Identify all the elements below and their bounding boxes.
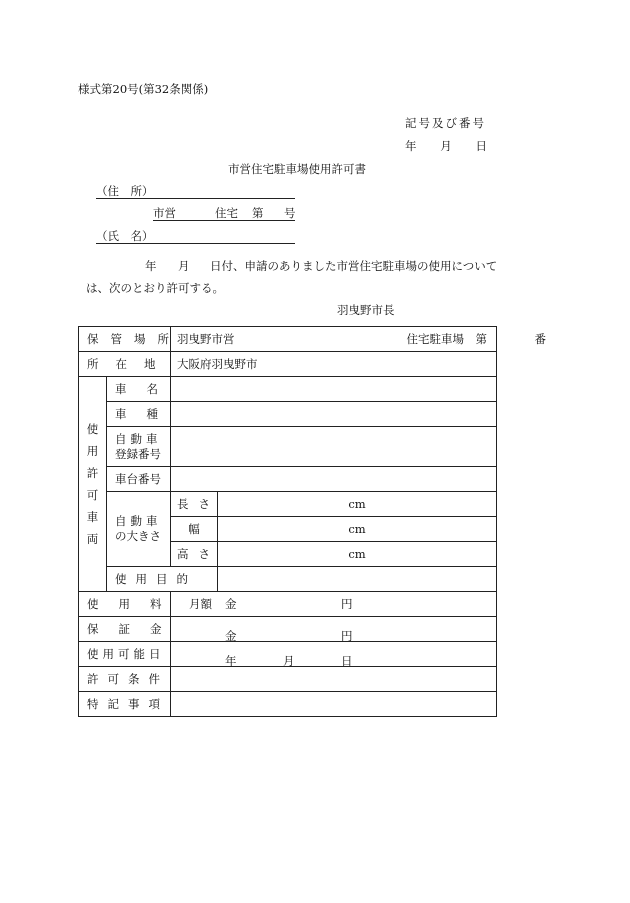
body-line1: 日付、申請のありました市営住宅駐車場の使用について (210, 259, 498, 273)
issue-date-month: 月 (440, 139, 452, 153)
name-underline (96, 243, 295, 244)
row-car-type (79, 402, 497, 427)
row-notes (79, 692, 497, 717)
vehicle-group-char: 両 (86, 532, 99, 546)
size-label (107, 492, 171, 567)
fee-monthly: 月額 (189, 596, 212, 611)
available-month: 月 (283, 654, 295, 668)
issue-date-year: 年 (405, 139, 417, 153)
width-unit: cm (348, 521, 366, 536)
reference-number-label: 記号及び番号 (405, 116, 486, 130)
issue-date (405, 141, 487, 153)
length-label-text: 長さ (177, 496, 220, 511)
deposit-label-text: 保証金 (87, 621, 182, 636)
signer: 羽曳野市長 (337, 303, 395, 317)
row-chassis (79, 467, 497, 492)
registration-label-line2: 登録番号 (115, 446, 161, 461)
permit-table (78, 326, 546, 717)
row-purpose (79, 567, 497, 592)
form-number: 様式第20号(第32条関係) (78, 82, 209, 96)
height-label (171, 542, 218, 567)
height-value (218, 542, 497, 567)
chassis-label: 車台番号 (107, 467, 171, 492)
conditions-value (171, 667, 497, 692)
storage-label (87, 331, 181, 347)
row-registration (79, 427, 497, 467)
deposit-value (171, 617, 497, 642)
vehicle-group-char: 可 (86, 488, 99, 502)
row-location (79, 352, 497, 377)
height-unit: cm (348, 546, 366, 561)
body-month: 月 (178, 259, 190, 273)
storage-label-cell (79, 327, 181, 352)
vehicle-group-char: 許 (86, 466, 99, 480)
available-day: 日 (341, 654, 353, 668)
storage-city: 羽曳野市営 (177, 331, 235, 346)
location-label-cell (79, 352, 171, 377)
size-label-line2: の大きさ (115, 529, 161, 543)
deposit-yen: 円 (341, 629, 353, 643)
purpose-label-text: 使用目的 (115, 571, 197, 586)
car-type-label (107, 402, 178, 427)
conditions-label-text: 許可条件 (87, 671, 169, 686)
car-name-value (171, 377, 497, 402)
storage-label-text: 保管場所 (87, 331, 181, 346)
available-year: 年 (225, 654, 237, 668)
body-line2: は、次のとおり許可する。 (86, 281, 224, 295)
car-type-text: 車種 (115, 406, 178, 421)
storage-ban: 番 (534, 331, 546, 346)
row-available-date (79, 642, 497, 667)
height-label-text: 高さ (177, 546, 220, 561)
fee-value (171, 592, 497, 617)
size-label-line1: 自動車 (115, 514, 162, 529)
address-label: （住 所） (96, 184, 154, 198)
fee-label (79, 592, 182, 617)
housing-prefix: 市営 (153, 206, 176, 220)
registration-label (107, 427, 171, 467)
row-deposit (79, 617, 497, 642)
vehicle-group-char: 車 (86, 510, 99, 524)
row-length (79, 492, 497, 517)
deposit-kin: 金 (225, 629, 237, 643)
address-underline (96, 198, 295, 199)
housing-underline (153, 220, 295, 221)
issue-date-day: 日 (475, 139, 487, 153)
document-title: 市営住宅駐車場使用許可書 (228, 162, 366, 176)
conditions-label (79, 667, 171, 692)
available-date-text: 使用可能日 (87, 646, 165, 661)
location-value: 大阪府羽曳野市 (171, 352, 497, 377)
vehicle-group-char: 用 (86, 444, 99, 458)
housing-mid: 住宅 (215, 206, 238, 220)
car-type-value (171, 402, 497, 427)
purpose-value (218, 567, 497, 592)
available-date-value (171, 642, 497, 667)
row-conditions (79, 667, 497, 692)
chassis-value (171, 467, 497, 492)
length-unit: cm (348, 496, 366, 511)
housing-dai: 第 (252, 206, 264, 220)
name-label: （氏 名） (96, 229, 154, 243)
storage-value (171, 327, 546, 352)
location-label: 所在地 (87, 356, 173, 371)
fee-kin: 金 (225, 596, 237, 611)
deposit-label (79, 617, 182, 642)
housing-go: 号 (284, 206, 296, 220)
row-car-name (79, 377, 497, 402)
vehicle-group-char: 使 (86, 422, 99, 436)
width-value (218, 517, 497, 542)
notes-label (79, 692, 171, 717)
registration-value (171, 427, 497, 467)
vehicle-group-label (79, 377, 107, 592)
body-year: 年 (145, 259, 157, 273)
length-label (171, 492, 218, 517)
registration-label-line1: 自動車 (115, 431, 162, 446)
car-name-label (107, 377, 178, 402)
notes-label-text: 特記事項 (87, 696, 169, 711)
fee-label-text: 使用料 (87, 596, 182, 611)
fee-yen: 円 (341, 596, 353, 611)
purpose-label (107, 567, 218, 592)
row-storage (79, 327, 497, 352)
storage-lot: 住宅駐車場 第 (406, 331, 487, 346)
car-name-text: 車名 (115, 381, 178, 396)
width-label: 幅 (171, 517, 218, 542)
notes-value (171, 692, 497, 717)
available-date-label (79, 642, 171, 667)
length-value (218, 492, 497, 517)
row-fee (79, 592, 497, 617)
